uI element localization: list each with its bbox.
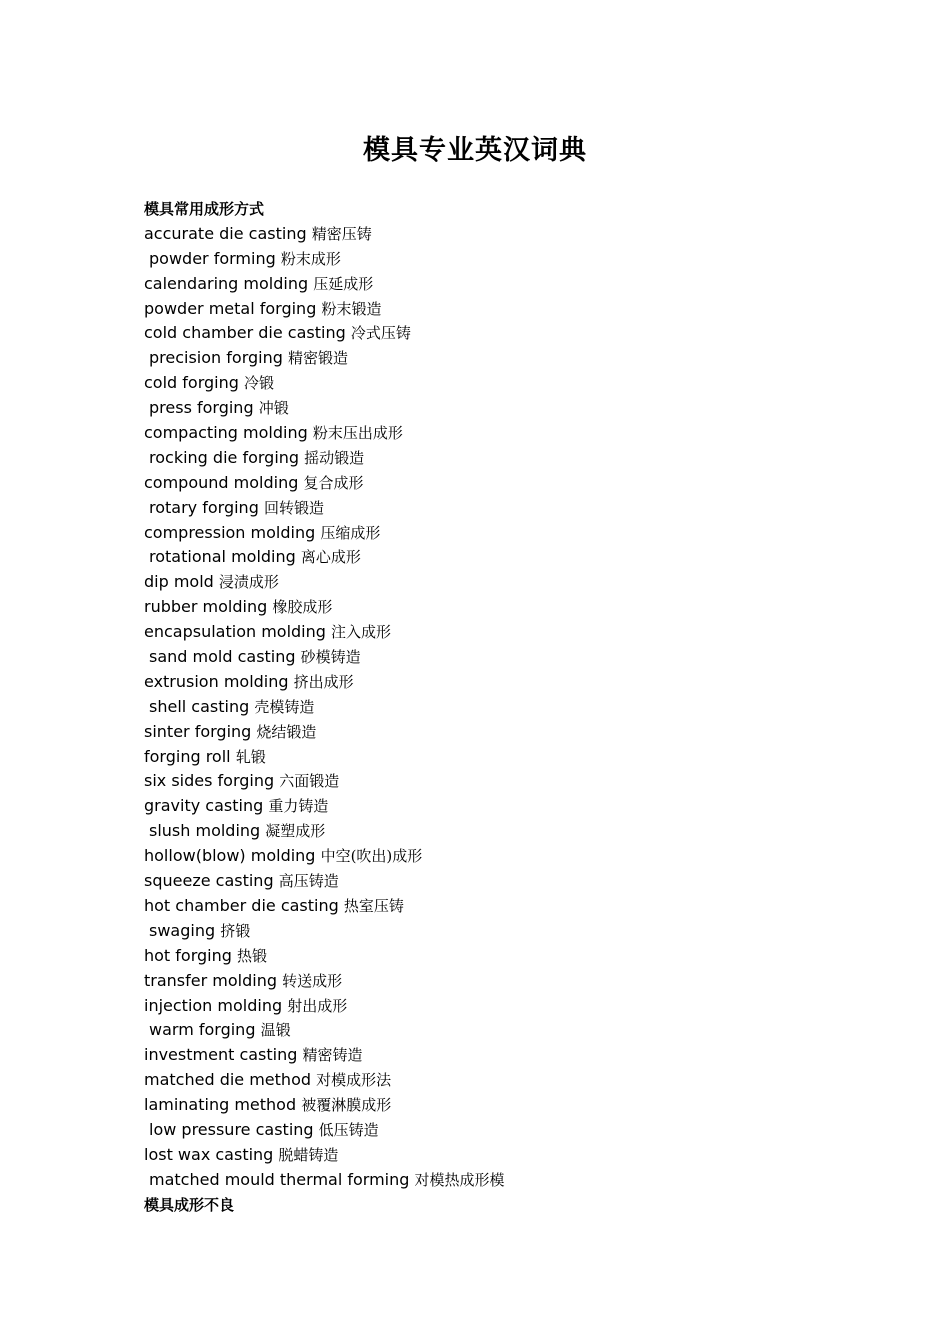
glossary-entry	[144, 894, 844, 919]
glossary-entry	[144, 446, 844, 471]
term-chinese: 壳模铸造	[254, 697, 315, 716]
term-english: hot forging	[144, 945, 232, 965]
glossary-entry	[144, 969, 844, 994]
glossary-entry	[144, 670, 844, 695]
term-chinese: 低压铸造	[318, 1120, 379, 1139]
term-english: rubber molding	[144, 597, 268, 617]
term-chinese: 烧结锻造	[256, 722, 317, 741]
term-english: rocking die forging	[149, 447, 300, 467]
term-english: gravity casting	[144, 796, 264, 816]
glossary-entry	[144, 297, 844, 322]
term-english: six sides forging	[144, 771, 275, 791]
term-chinese: 压缩成形	[320, 523, 381, 542]
term-english: compacting molding	[144, 423, 308, 443]
term-chinese: 粉末压出成形	[312, 424, 403, 443]
term-chinese: 橡胶成形	[272, 598, 333, 617]
term-chinese: 冷锻	[243, 374, 274, 393]
glossary-entry	[144, 994, 844, 1019]
glossary-entry	[144, 570, 844, 595]
term-english: rotational molding	[149, 547, 296, 567]
term-chinese: 精密锻造	[287, 349, 348, 368]
glossary-entry	[144, 919, 844, 944]
glossary-entry	[144, 745, 844, 770]
term-chinese: 浸渍成形	[218, 573, 279, 592]
term-chinese: 中空(吹出)成形	[320, 847, 423, 866]
term-chinese: 砂模铸造	[300, 648, 361, 667]
term-chinese: 复合成形	[303, 473, 364, 492]
term-english: shell casting	[149, 696, 250, 716]
term-chinese: 注入成形	[331, 623, 392, 642]
term-english: rotary forging	[149, 497, 259, 517]
term-chinese: 转送成形	[282, 971, 343, 990]
glossary-entry	[144, 769, 844, 794]
term-chinese: 压延成形	[313, 274, 374, 293]
term-english: laminating method	[144, 1095, 297, 1115]
term-english: hot chamber die casting	[144, 895, 339, 915]
term-chinese: 六面锻造	[279, 772, 340, 791]
term-chinese: 粉末成形	[280, 249, 341, 268]
term-chinese: 精密压铸	[311, 224, 372, 243]
term-english: press forging	[149, 398, 254, 418]
term-chinese: 冲锻	[258, 399, 289, 418]
term-chinese: 挤锻	[220, 921, 251, 940]
term-english: hollow(blow) molding	[144, 846, 316, 866]
glossary-entry	[144, 471, 844, 496]
term-english: swaging	[149, 920, 216, 940]
glossary-entry	[144, 346, 844, 371]
term-english: cold chamber die casting	[144, 323, 346, 343]
glossary-entry	[144, 869, 844, 894]
glossary-entry	[144, 521, 844, 546]
term-english: injection molding	[144, 995, 283, 1015]
term-chinese: 轧锻	[235, 747, 266, 766]
glossary-entry	[144, 1093, 844, 1118]
glossary-entry	[144, 720, 844, 745]
term-chinese: 温锻	[260, 1021, 291, 1040]
term-english: sand mold casting	[149, 647, 296, 667]
term-chinese: 离心成形	[300, 548, 361, 567]
document-title: 模具专业英汉词典	[363, 135, 587, 166]
glossary-entry	[144, 944, 844, 969]
term-english: calendaring molding	[144, 273, 309, 293]
term-chinese: 重力铸造	[268, 797, 329, 816]
term-chinese: 凝塑成形	[265, 822, 326, 841]
glossary-entry	[144, 794, 844, 819]
glossary-entry	[144, 396, 844, 421]
glossary-entry	[144, 247, 844, 272]
term-english: sinter forging	[144, 721, 252, 741]
glossary-entry	[144, 272, 844, 297]
glossary-entry	[144, 1143, 844, 1168]
term-chinese: 脱蜡铸造	[278, 1145, 339, 1164]
term-english: extrusion molding	[144, 671, 289, 691]
glossary-entry	[144, 545, 844, 570]
term-english: lost wax casting	[144, 1144, 274, 1164]
term-english: transfer molding	[144, 970, 277, 990]
glossary-entry	[144, 1068, 844, 1093]
term-chinese: 摇动锻造	[304, 448, 365, 467]
section-heading: 模具常用成形方式	[144, 200, 265, 218]
document-body	[144, 197, 844, 1218]
glossary-entry	[144, 496, 844, 521]
term-english: slush molding	[149, 821, 261, 841]
glossary-entry	[144, 1118, 844, 1143]
term-chinese: 被覆淋膜成形	[301, 1096, 392, 1115]
glossary-entry	[144, 695, 844, 720]
term-english: powder metal forging	[144, 298, 317, 318]
glossary-entry	[144, 421, 844, 446]
term-chinese: 挤出成形	[293, 672, 354, 691]
term-chinese: 射出成形	[287, 996, 348, 1015]
term-chinese: 对模热成形模	[414, 1170, 505, 1189]
glossary-entry	[144, 1018, 844, 1043]
term-chinese: 热锻	[237, 946, 268, 965]
term-english: precision forging	[149, 348, 283, 368]
glossary-entry	[144, 595, 844, 620]
term-chinese: 高压铸造	[278, 872, 339, 891]
term-chinese: 精密铸造	[302, 1046, 363, 1065]
glossary-entry	[144, 1043, 844, 1068]
glossary-entry	[144, 222, 844, 247]
glossary-entry	[144, 844, 844, 869]
term-english: accurate die casting	[144, 223, 307, 243]
term-english: compound molding	[144, 472, 299, 492]
term-english: warm forging	[149, 1020, 256, 1040]
term-english: cold forging	[144, 373, 239, 393]
glossary-entry	[144, 645, 844, 670]
term-chinese: 热室压铸	[343, 896, 404, 915]
term-chinese: 粉末锻造	[321, 299, 382, 318]
glossary-entry	[144, 1168, 844, 1193]
glossary-entry	[144, 371, 844, 396]
glossary-entry	[144, 819, 844, 844]
section-heading: 模具成形不良	[144, 1195, 235, 1214]
term-english: matched die method	[144, 1070, 312, 1090]
term-chinese: 对模成形法	[316, 1071, 392, 1090]
term-english: powder forming	[149, 248, 276, 268]
term-english: forging roll	[144, 746, 231, 766]
term-english: squeeze casting	[144, 871, 274, 891]
glossary-entry	[144, 321, 844, 346]
term-english: low pressure casting	[149, 1119, 314, 1139]
term-chinese: 冷式压铸	[350, 324, 411, 343]
term-english: investment casting	[144, 1045, 298, 1065]
term-english: encapsulation molding	[144, 622, 326, 642]
glossary-entry	[144, 620, 844, 645]
term-chinese: 回转锻造	[263, 498, 324, 517]
term-english: dip mold	[144, 572, 214, 592]
term-english: compression molding	[144, 522, 316, 542]
term-english: matched mould thermal forming	[149, 1169, 410, 1189]
